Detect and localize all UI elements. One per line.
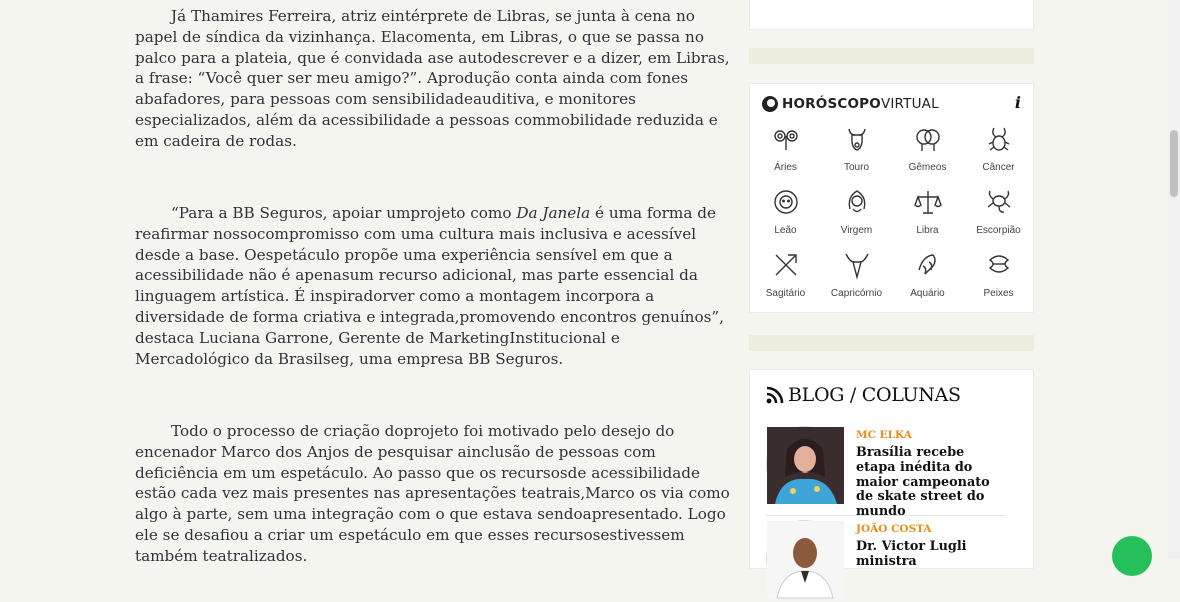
sign-label: Peixes <box>983 288 1014 299</box>
aquarius-icon <box>913 250 943 280</box>
sign-aquarius[interactable] <box>892 246 963 309</box>
article-paragraph: Todo o processo de criação doprojeto foi motivado pelo desejo do encenador Marco dos Anjos de pesquisar ainclusão de pessoas com deficiência em um espetáculo. Ao passo que os recursosde acessibilidade estão cada vez mais presentes nas apresentações teatrais,Marco os via como algo à parte, sem uma integração com o que estava sendoapresentado. Logo ele se desafiou a criar um espetáculo em que esses recursosestivessem também teatralizados. <box>135 422 730 565</box>
horoscope-logo[interactable] <box>762 94 939 114</box>
whatsapp-button[interactable] <box>1112 536 1152 576</box>
sign-label: Libra <box>916 225 939 236</box>
blog-columns-widget <box>749 369 1034 569</box>
sign-libra[interactable] <box>892 183 963 246</box>
column-author[interactable]: MC ELKA <box>856 429 912 441</box>
horoscope-brand-light: VIRTUAL <box>880 96 939 112</box>
horoscope-brand-bold: HORÓSCOPO <box>782 96 881 112</box>
sign-label: Virgem <box>840 225 873 236</box>
cancer-icon <box>984 124 1014 154</box>
pisces-icon <box>984 250 1014 280</box>
blog-title: BLOG / COLUNAS <box>788 384 961 406</box>
libra-icon <box>913 187 943 217</box>
gemini-icon <box>913 124 943 154</box>
rss-icon <box>766 386 784 404</box>
horoscope-logo-icon <box>762 96 778 112</box>
sign-capricorn[interactable] <box>821 246 892 309</box>
sidebar-widget-top <box>749 0 1034 30</box>
scrollbar-thumb[interactable] <box>1170 130 1178 197</box>
sign-sagittarius[interactable] <box>750 246 821 309</box>
sign-label: Câncer <box>982 162 1015 173</box>
sidebar-ad-band <box>749 48 1034 64</box>
paragraph-text: é uma forma de reafirmar nossocompromisso com uma cultura mais inclusiva e acessível desde a base. Oespetáculo propõe uma experiência sensível em que a acessibilidade não é apenasum recurso adicional, mas parte essencial da linguagem artística. É inspiradorver como a montagem incorpora a diversidade de forma criativa e integrada,promovendo encontros genuínos”, destaca Luciana Garrone, Gerente de MarketingInstitucional e Mercadológico da Brasilseg, uma empresa BB Seguros. <box>135 204 724 368</box>
sign-label: Aquário <box>910 288 945 299</box>
scrollbar-track[interactable] <box>1168 0 1180 559</box>
sidebar-ad-band <box>749 335 1034 351</box>
capricorn-icon <box>842 250 872 280</box>
article-paragraph <box>135 203 730 369</box>
sign-leo[interactable] <box>750 183 821 246</box>
horoscope-widget <box>749 83 1034 313</box>
sign-taurus[interactable] <box>821 120 892 183</box>
sign-label: Sagitário <box>765 288 806 299</box>
sagittarius-icon <box>771 250 801 280</box>
aries-icon <box>771 124 801 154</box>
sign-label: Gêmeos <box>908 162 947 173</box>
column-author[interactable]: JOÃO COSTA <box>856 523 932 535</box>
blog-header[interactable] <box>766 384 961 406</box>
scorpio-icon <box>984 187 1014 217</box>
sign-virgo[interactable] <box>821 183 892 246</box>
avatar-image <box>767 521 844 598</box>
avatar-image <box>767 427 844 504</box>
sign-scorpio[interactable] <box>963 183 1034 246</box>
show-title: Da Janela <box>516 204 591 222</box>
blog-item[interactable] <box>766 426 1006 520</box>
paragraph-text: “Para a BB Seguros, apoiar umprojeto como <box>171 204 517 222</box>
sign-label: Leão <box>774 225 797 236</box>
column-headline[interactable]: Brasília recebe etapa inédita do maior campeonato de skate street do mundo <box>856 445 990 520</box>
virgo-icon <box>842 187 872 217</box>
sign-label: Touro <box>843 162 869 173</box>
taurus-icon <box>842 124 872 154</box>
sign-gemini[interactable] <box>892 120 963 183</box>
sign-label: Capricórnio <box>830 288 883 299</box>
leo-icon <box>771 187 801 217</box>
article-paragraph: Já Thamires Ferreira, atriz eintérprete de Libras, se junta à cena no papel de síndica da vizinhança. Elacomenta, em Libras, o que se passa no palco para a plateia, que é convidada ase autodescrever e a dizer, em Libras, a frase: “Você quer ser meu amigo?”. Aprodução conta ainda com fones abafadores, para pessoas com sensibilidadeauditiva, e monitores especializados, além da acessibilidade a pessoas commobilidade reduzida e em cadeira de rodas. <box>135 7 730 150</box>
avatar[interactable] <box>766 520 843 597</box>
sign-label: Áries <box>774 162 797 173</box>
zodiac-grid <box>750 120 1035 309</box>
sign-label: Escorpião <box>976 225 1021 236</box>
avatar[interactable] <box>766 426 843 503</box>
info-icon[interactable]: i <box>1014 93 1021 112</box>
sign-cancer[interactable] <box>963 120 1034 183</box>
sign-aries[interactable] <box>750 120 821 183</box>
sign-pisces[interactable] <box>963 246 1034 309</box>
column-headline[interactable]: Dr. Victor Lugli ministra <box>856 539 967 569</box>
